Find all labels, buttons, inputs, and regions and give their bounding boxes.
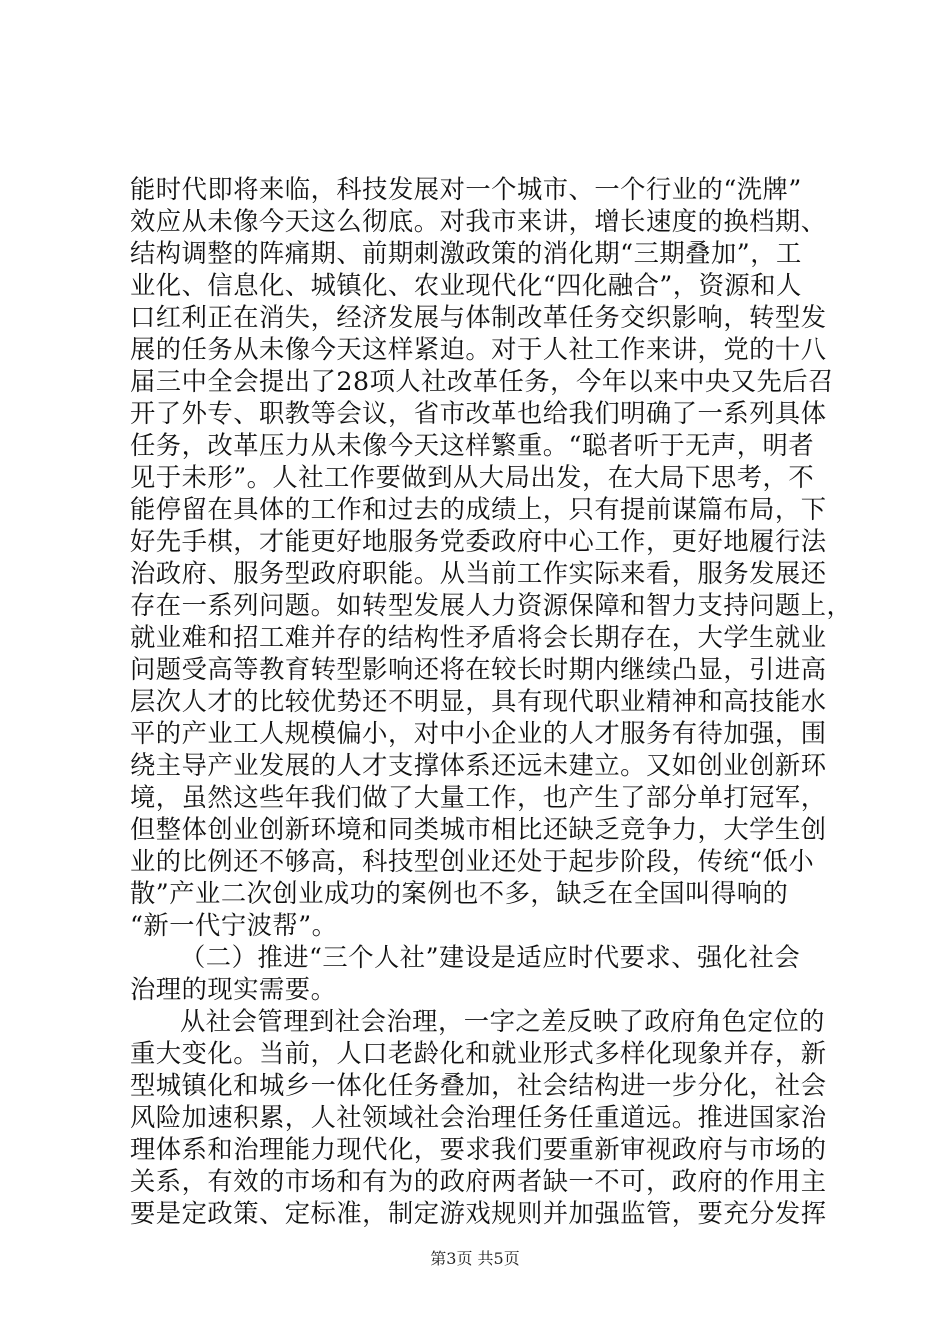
- section-heading-continued: 治理的现实需要。: [130, 975, 337, 1004]
- text-line: 境，虽然这些年我们做了大量工作，也产生了部分单打冠军，: [130, 783, 827, 812]
- page-number-footer: 第3页 共5页: [430, 1249, 520, 1268]
- text-line: 届三中全会提出了28项人社改革任务，今年以来中央又先后召: [130, 367, 834, 396]
- text-line: “新一代宁波帮”。: [130, 911, 338, 940]
- text-line: 结构调整的阵痛期、前期刺激政策的消化期“三期叠加”，工: [130, 239, 802, 268]
- text-line: 口红利正在消失，经济发展与体制改革任务交织影响，转型发: [130, 303, 827, 332]
- text-line: 绕主导产业发展的人才支撑体系还远未建立。又如创业创新环: [130, 751, 827, 780]
- text-line: 层次人才的比较优势还不明显，具有现代职业精神和高技能水: [130, 687, 827, 716]
- text-line: 从社会管理到社会治理，一字之差反映了政府角色定位的: [180, 1007, 825, 1036]
- text-line: 散”产业二次创业成功的案例也不多，缺乏在全国叫得响的: [130, 879, 789, 908]
- text-line: 治政府、服务型政府职能。从当前工作实际来看，服务发展还: [130, 559, 827, 588]
- text-line: 开了外专、职教等会议，省市改革也给我们明确了一系列具体: [130, 399, 827, 428]
- text-line: 风险加速积累，人社领域社会治理任务任重道远。推进国家治: [130, 1103, 827, 1132]
- text-line: 问题受高等教育转型影响还将在较长时期内继续凸显，引进高: [130, 655, 827, 684]
- text-line: 效应从未像今天这么彻底。对我市来讲，增长速度的换档期、: [130, 207, 827, 236]
- text-line: 但整体创业创新环境和同类城市相比还缺乏竞争力，大学生创: [130, 815, 827, 844]
- text-line: 存在一系列问题。如转型发展人力资源保障和智力支持问题上，: [130, 591, 853, 620]
- text-line: 关系，有效的市场和有为的政府两者缺一不可，政府的作用主: [130, 1167, 827, 1196]
- document-body: [130, 174, 853, 1230]
- text-line: 型城镇化和城乡一体化任务叠加，社会结构进一步分化，社会: [130, 1071, 827, 1100]
- text-line: 能时代即将来临，科技发展对一个城市、一个行业的“洗牌”: [130, 175, 802, 204]
- text-line: 理体系和治理能力现代化，要求我们要重新审视政府与市场的: [130, 1135, 827, 1164]
- text-line: 重大变化。当前，人口老龄化和就业形式多样化现象并存，新: [130, 1039, 827, 1068]
- text-line: 要是定政策、定标准，制定游戏规则并加强监管，要充分发挥: [130, 1199, 827, 1228]
- text-line: 平的产业工人规模偏小，对中小企业的人才服务有待加强，围: [130, 719, 827, 748]
- text-line: 业化、信息化、城镇化、农业现代化“四化融合”，资源和人: [130, 271, 802, 300]
- section-heading: （二）推进“三个人社”建设是适应时代要求、强化社会: [180, 943, 801, 972]
- text-line: 能停留在具体的工作和过去的成绩上，只有提前谋篇布局，下: [130, 495, 827, 524]
- text-line: 好先手棋，才能更好地服务党委政府中心工作，更好地履行法: [130, 527, 827, 556]
- text-line: 业的比例还不够高，科技型创业还处于起步阶段，传统“低小: [130, 847, 815, 876]
- text-line: 展的任务从未像今天这样紧迫。对于人社工作来讲，党的十八: [130, 335, 827, 364]
- text-line: 任务，改革压力从未像今天这样繁重。“聪者听于无声，明者: [130, 431, 815, 460]
- text-line: 就业难和招工难并存的结构性矛盾将会长期存在，大学生就业: [130, 623, 827, 652]
- text-line: 见于未形”。人社工作要做到从大局出发，在大局下思考，不: [130, 463, 815, 492]
